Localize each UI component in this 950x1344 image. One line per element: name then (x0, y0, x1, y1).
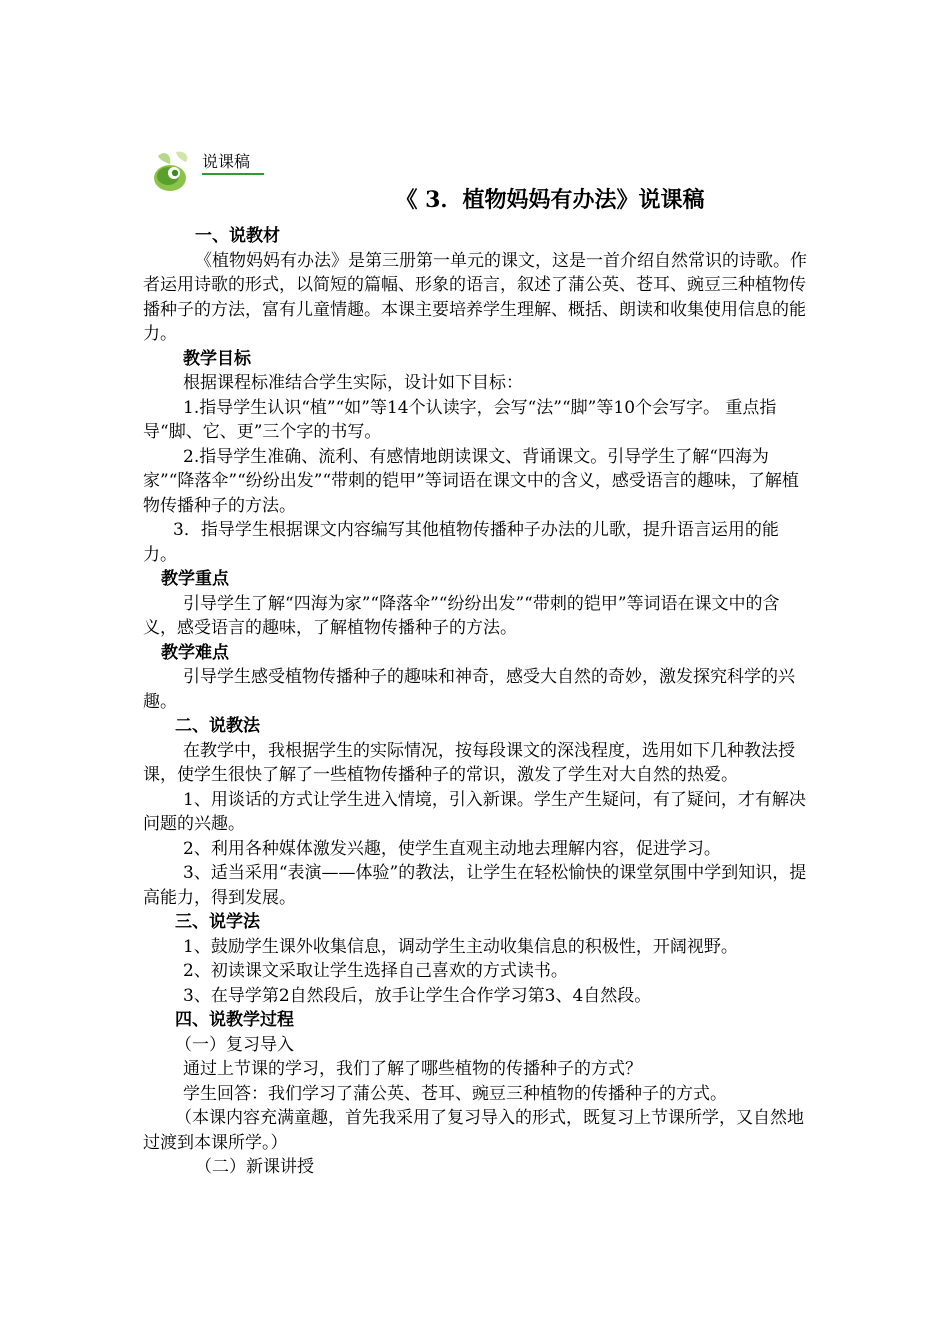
body-paragraph: 引导学生感受植物传播种子的趣味和神奇，感受大自然的奇妙，激发探究科学的兴趣。 (143, 667, 795, 712)
body-paragraph: 在教学中，我根据学生的实际情况，按每段课文的深浅程度，选用如下几种教法授课，使学生很快了解了一些植物传播种子的常识，激发了学生对大自然的热爱。 (143, 740, 795, 785)
body-paragraph: 3．指导学生根据课文内容编写其他植物传播种子办法的儿歌，提升语言运用的能力。 (143, 520, 779, 565)
body-paragraph: 1、用谈话的方式让学生进入情境，引入新课。学生产生疑问，有了疑问，才有解决问题的兴趣。 (143, 789, 806, 834)
section-heading: 四、说教学过程 (175, 1010, 294, 1030)
document-body (143, 224, 811, 1180)
body-paragraph: 1.指导学生认识“植”“如”等14个认读字，会写“法”“脚”等10个会写字。 重点指导“脚、它、更”三个字的书写。 (143, 397, 777, 442)
document-title: 《 3．植物妈妈有办法》说课稿 (395, 187, 705, 213)
body-paragraph: 通过上节课的学习，我们了解了哪些植物的传播种子的方式？ (183, 1059, 642, 1079)
body-paragraph: 3、在导学第2自然段后，放手让学生合作学习第3、4自然段。 (183, 985, 652, 1006)
body-paragraph: 2.指导学生准确、流利、有感情地朗读课文、背诵课文。引导学生了解“四海为家”“降落伞”“纷纷出发”“带刺的铠甲”等词语在课文中的含义，感受语言的趣味，了解植物传播种子的方法。 (143, 446, 799, 516)
body-paragraph: 引导学生了解“四海为家”“降落伞”“纷纷出发”“带刺的铠甲”等词语在课文中的含义，感受语言的趣味，了解植物传播种子的方法。 (143, 593, 780, 638)
body-paragraph: （一）复习导入 (175, 1034, 294, 1055)
body-paragraph: 2、初读课文采取让学生选择自己喜欢的方式读书。 (183, 961, 568, 981)
body-paragraph: （本课内容充满童趣，首先我采用了复习导入的形式，既复习上节课所学，又自然地过渡到本课所学。） (143, 1108, 804, 1153)
body-paragraph: 学生回答：我们学习了蒲公英、苍耳、豌豆三种植物的传播种子的方式。 (183, 1083, 727, 1104)
section-heading: 教学难点 (161, 642, 229, 663)
body-paragraph: 1、鼓励学生课外收集信息，调动学生主动收集信息的积极性，开阔视野。 (183, 936, 738, 957)
body-paragraph: 3、适当采用“表演——体验”的教法，让学生在轻松愉快的课堂氛围中学到知识，提高能力，得到发展。 (143, 863, 807, 908)
body-paragraph: 2、利用各种媒体激发兴趣，使学生直观主动地去理解内容，促进学习。 (183, 838, 721, 859)
section-heading: 二、说教法 (175, 716, 260, 736)
section-heading: 教学重点 (161, 569, 229, 589)
section-heading: 三、说学法 (175, 912, 260, 932)
body-paragraph: （二）新课讲授 (195, 1157, 314, 1177)
body-paragraph: 根据课程标准结合学生实际，设计如下目标： (183, 373, 523, 393)
section-heading: 一、说教材 (195, 226, 280, 246)
header-label: 说课稿 (202, 152, 264, 175)
body-paragraph: 《植物妈妈有办法》是第三册第一单元的课文，这是一首介绍自然常识的诗歌。作者运用诗歌的形式，以简短的篇幅、形象的语言，叙述了蒲公英、苍耳、豌豆三种植物传播种子的方法，富有儿童情趣。本课主要培养学生理解、概括、朗读和收集使用信息的能力。 (143, 250, 807, 344)
section-heading: 教学目标 (183, 348, 251, 369)
